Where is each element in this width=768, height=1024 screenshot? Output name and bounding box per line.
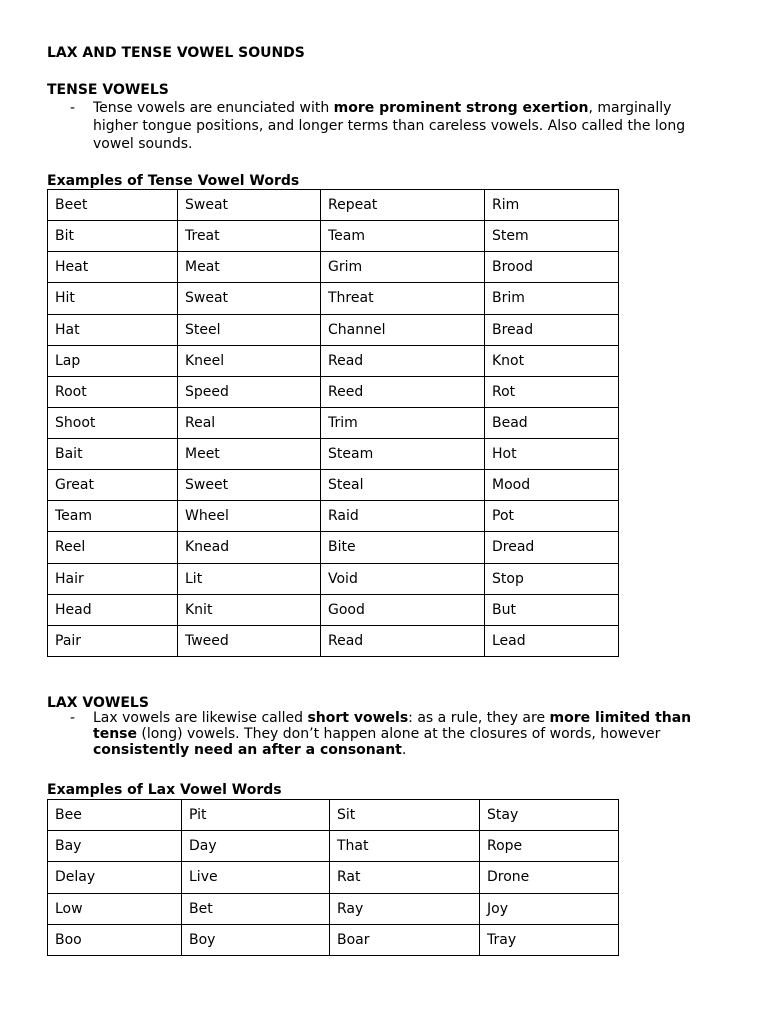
table-cell: Trim	[321, 407, 485, 438]
table-cell: Hit	[48, 283, 178, 314]
table-cell: Lap	[48, 345, 178, 376]
table-cell: Meet	[178, 439, 321, 470]
description-line	[93, 742, 691, 758]
table-row	[48, 252, 619, 283]
table-cell: Lit	[178, 563, 321, 594]
table-row	[48, 893, 619, 924]
lax-vowels-heading: LAX VOWELS	[47, 695, 149, 711]
table-cell: Head	[48, 594, 178, 625]
description-line	[93, 117, 685, 135]
table-cell: Read	[321, 345, 485, 376]
table-cell: Read	[321, 625, 485, 656]
table-cell: Steam	[321, 439, 485, 470]
table-cell: Steal	[321, 470, 485, 501]
bullet-dash: -	[70, 710, 76, 726]
table-cell: Channel	[321, 314, 485, 345]
table-row	[48, 862, 619, 893]
text-run: .	[401, 742, 407, 758]
table-row	[48, 625, 619, 656]
table-cell: Shoot	[48, 407, 178, 438]
table-cell: Sweet	[178, 470, 321, 501]
table-cell: Hot	[485, 439, 619, 470]
table-cell: Hair	[48, 563, 178, 594]
bold-text-run: short vowels	[307, 710, 409, 726]
bold-text-run: more prominent strong exertion	[333, 100, 589, 116]
table-cell: Sweat	[178, 283, 321, 314]
tense-vowels-heading: TENSE VOWELS	[47, 82, 169, 98]
table-cell: Tray	[480, 924, 619, 955]
lax-examples-heading: Examples of Lax Vowel Words	[47, 782, 282, 798]
table-row	[48, 831, 619, 862]
text-run: higher tongue positions, and longer terms than careless vowels. Also called the long	[93, 118, 686, 134]
table-cell: Live	[182, 862, 330, 893]
table-cell: Treat	[178, 221, 321, 252]
table-cell: Tweed	[178, 625, 321, 656]
table-cell: Rot	[485, 376, 619, 407]
table-cell: Heat	[48, 252, 178, 283]
table-cell: Stop	[485, 563, 619, 594]
table-cell: Bite	[321, 532, 485, 563]
table-row	[48, 376, 619, 407]
table-row	[48, 594, 619, 625]
table-cell: Lead	[485, 625, 619, 656]
table-cell: Boar	[330, 924, 480, 955]
table-cell: Beet	[48, 190, 178, 221]
table-cell: Real	[178, 407, 321, 438]
table-cell: Steel	[178, 314, 321, 345]
table-cell: Void	[321, 563, 485, 594]
description-line	[93, 726, 691, 742]
table-row	[48, 314, 619, 345]
table-row	[48, 283, 619, 314]
table-cell: Reel	[48, 532, 178, 563]
table-cell: Meat	[178, 252, 321, 283]
table-cell: Sweat	[178, 190, 321, 221]
table-cell: Sit	[330, 800, 480, 831]
table-cell: That	[330, 831, 480, 862]
table-cell: Great	[48, 470, 178, 501]
table-cell: Bay	[48, 831, 182, 862]
table-cell: Speed	[178, 376, 321, 407]
text-run: : as a rule, they are	[408, 710, 550, 726]
table-cell: Rim	[485, 190, 619, 221]
table-row	[48, 563, 619, 594]
table-cell: Reed	[321, 376, 485, 407]
table-row	[48, 190, 619, 221]
table-row	[48, 800, 619, 831]
table-cell: Low	[48, 893, 182, 924]
table-cell: Ray	[330, 893, 480, 924]
table-cell: Day	[182, 831, 330, 862]
tense-vowel-examples-table	[47, 189, 619, 657]
bullet-dash: -	[70, 100, 76, 116]
table-cell: Team	[48, 501, 178, 532]
table-cell: Brood	[485, 252, 619, 283]
table-row	[48, 924, 619, 955]
tense-examples-heading: Examples of Tense Vowel Words	[47, 173, 300, 189]
description-line	[93, 710, 691, 726]
table-cell: Dread	[485, 532, 619, 563]
text-run: (long) vowels. They don’t happen alone at the closures of words, however	[136, 726, 661, 742]
bold-text-run: consistently need an after a consonant	[93, 742, 402, 758]
table-cell: Pot	[485, 501, 619, 532]
table-row	[48, 439, 619, 470]
table-cell: Mood	[485, 470, 619, 501]
bold-text-run: tense	[93, 726, 137, 742]
table-cell: Bead	[485, 407, 619, 438]
table-cell: Bread	[485, 314, 619, 345]
table-cell: But	[485, 594, 619, 625]
table-cell: Joy	[480, 893, 619, 924]
table-cell: Bit	[48, 221, 178, 252]
table-row	[48, 407, 619, 438]
table-cell: Knead	[178, 532, 321, 563]
table-cell: Wheel	[178, 501, 321, 532]
table-cell: Raid	[321, 501, 485, 532]
table-cell: Brim	[485, 283, 619, 314]
table-cell: Knot	[485, 345, 619, 376]
table-cell: Rope	[480, 831, 619, 862]
table-cell: Good	[321, 594, 485, 625]
table-cell: Delay	[48, 862, 182, 893]
table-cell: Team	[321, 221, 485, 252]
text-run: Lax vowels are likewise called	[93, 710, 308, 726]
table-cell: Boo	[48, 924, 182, 955]
table-cell: Drone	[480, 862, 619, 893]
table-cell: Bee	[48, 800, 182, 831]
table-cell: Root	[48, 376, 178, 407]
table-row	[48, 532, 619, 563]
table-cell: Grim	[321, 252, 485, 283]
table-cell: Bet	[182, 893, 330, 924]
lax-vowel-examples-table	[47, 799, 619, 956]
table-cell: Bait	[48, 439, 178, 470]
table-cell: Repeat	[321, 190, 485, 221]
lax-vowels-description	[93, 710, 691, 758]
table-cell: Knit	[178, 594, 321, 625]
description-line	[93, 135, 685, 153]
table-cell: Pit	[182, 800, 330, 831]
tense-vowels-description	[93, 99, 685, 153]
text-run: , marginally	[588, 100, 672, 116]
description-line	[93, 99, 685, 117]
table-cell: Hat	[48, 314, 178, 345]
table-cell: Boy	[182, 924, 330, 955]
table-row	[48, 345, 619, 376]
table-cell: Stay	[480, 800, 619, 831]
table-cell: Pair	[48, 625, 178, 656]
table-row	[48, 501, 619, 532]
table-row	[48, 221, 619, 252]
table-cell: Rat	[330, 862, 480, 893]
table-row	[48, 470, 619, 501]
table-cell: Kneel	[178, 345, 321, 376]
document-title: LAX AND TENSE VOWEL SOUNDS	[47, 45, 305, 61]
text-run: Tense vowels are enunciated with	[93, 100, 334, 116]
bold-text-run: more limited than	[549, 710, 692, 726]
text-run: vowel sounds.	[93, 136, 193, 152]
table-cell: Stem	[485, 221, 619, 252]
table-cell: Threat	[321, 283, 485, 314]
